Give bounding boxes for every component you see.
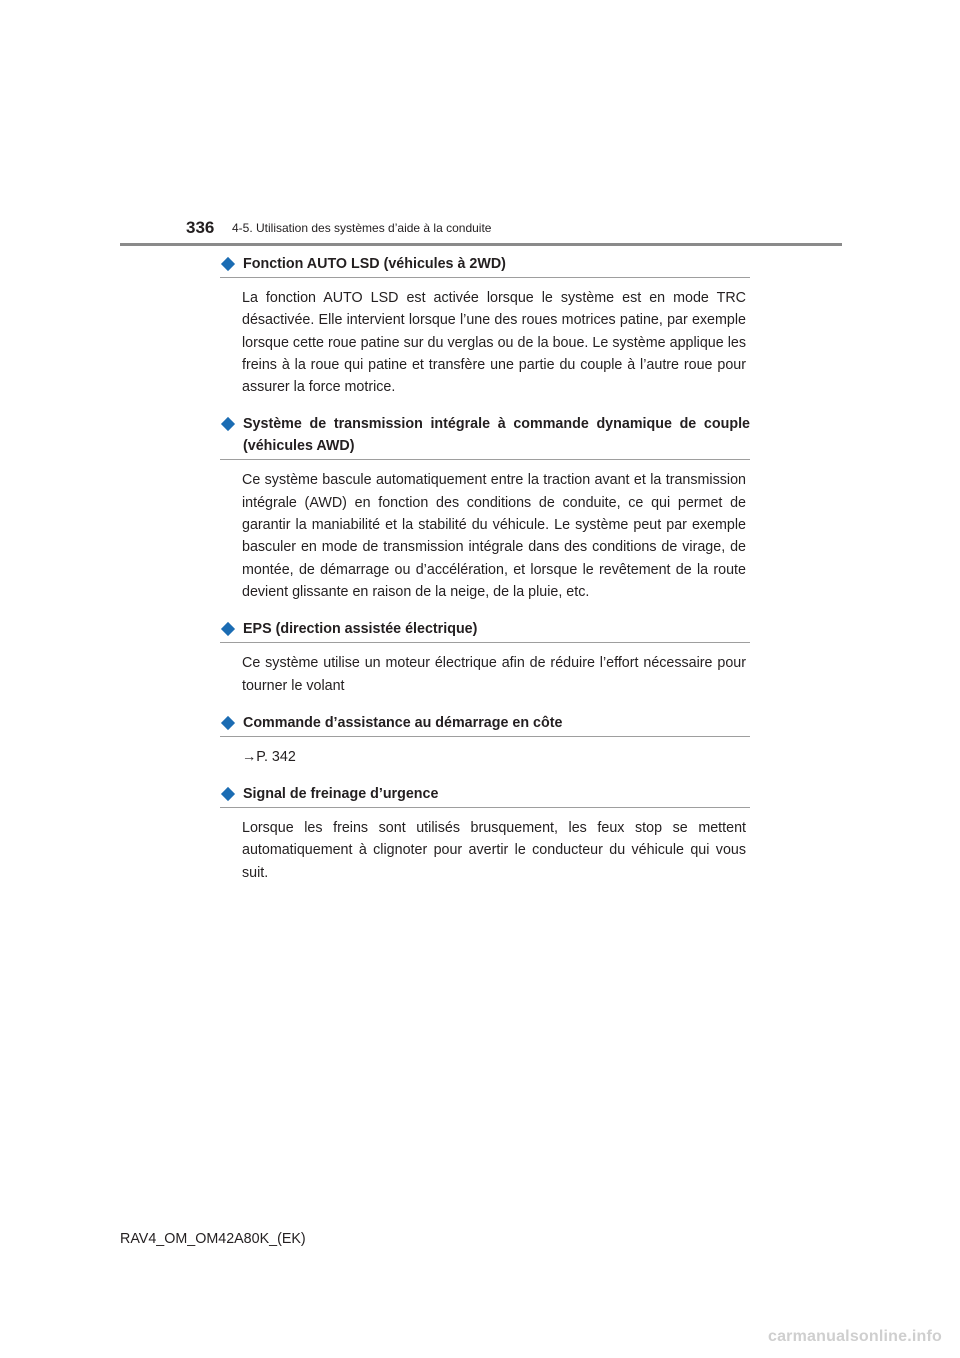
section-heading <box>220 710 750 737</box>
section-emergency-brake-signal <box>220 781 750 897</box>
section-heading <box>220 781 750 808</box>
diamond-bullet-icon <box>221 417 235 431</box>
section-awd-dynamic-torque <box>220 411 750 616</box>
section-body: La fonction AUTO LSD est activée lorsque le système est en mode TRC désactivée. Elle intervient lorsque l’une des roues motrices patine, par exemple lorsque cette roue patine sur du verglas ou de la boue. Le système applique les freins à la roue qui patine et transfère une partie du couple à l’autre roue pour assurer la force motrice. <box>242 290 746 396</box>
section-body: Lorsque les freins sont utilisés brusquement, les feux stop se mettent automatiquement à clignoter pour avertir le conducteur du véhicule qui vous suit. <box>242 820 746 881</box>
watermark: carmanualsonline.info <box>767 1328 942 1345</box>
section-heading-text: Signal de freinage d’urgence <box>243 786 439 803</box>
section-heading <box>220 411 750 460</box>
page-header <box>0 0 960 250</box>
page-reference-link[interactable]: →P. 342 <box>242 748 296 765</box>
section-heading <box>220 251 750 278</box>
page-number: 336 <box>186 218 215 237</box>
page-content <box>220 251 750 897</box>
section-eps <box>220 616 750 710</box>
diamond-bullet-icon <box>221 257 235 271</box>
section-heading-text: Commande d’assistance au démarrage en côte <box>243 714 563 731</box>
document-code: RAV4_OM_OM42A80K_(EK) <box>120 1231 306 1247</box>
section-heading-text: EPS (direction assistée électrique) <box>243 621 478 638</box>
section-body: Ce système utilise un moteur électrique afin de réduire l’effort nécessaire pour tourner le volant <box>242 655 746 694</box>
diamond-bullet-icon <box>221 716 235 730</box>
section-auto-lsd <box>220 251 750 411</box>
diamond-bullet-icon <box>221 622 235 636</box>
section-hill-start-assist <box>220 710 750 781</box>
section-title: 4-5. Utilisation des systèmes d’aide à la conduite <box>232 221 492 235</box>
section-body: Ce système bascule automatiquement entre la traction avant et la transmission intégrale (AWD) en fonction des conditions de conduite, ce qui permet de garantir la maniabilité et la stabilité du véhicule. Le système peut par exemple basculer en mode de transmission intégrale dans des conditions de virage, de montée, de démarrage ou d’accélération, et lorsque le revêtement de la route devient glissante en raison de la neige, de la pluie, etc. <box>242 472 746 600</box>
section-heading-text: Fonction AUTO LSD (véhicules à 2WD) <box>243 256 506 272</box>
header-divider <box>120 243 842 246</box>
diamond-bullet-icon <box>221 787 235 801</box>
section-heading-text: Système de transmission intégrale à commande dynamique de couple (véhicules AWD) <box>243 416 750 455</box>
section-heading <box>220 616 750 643</box>
